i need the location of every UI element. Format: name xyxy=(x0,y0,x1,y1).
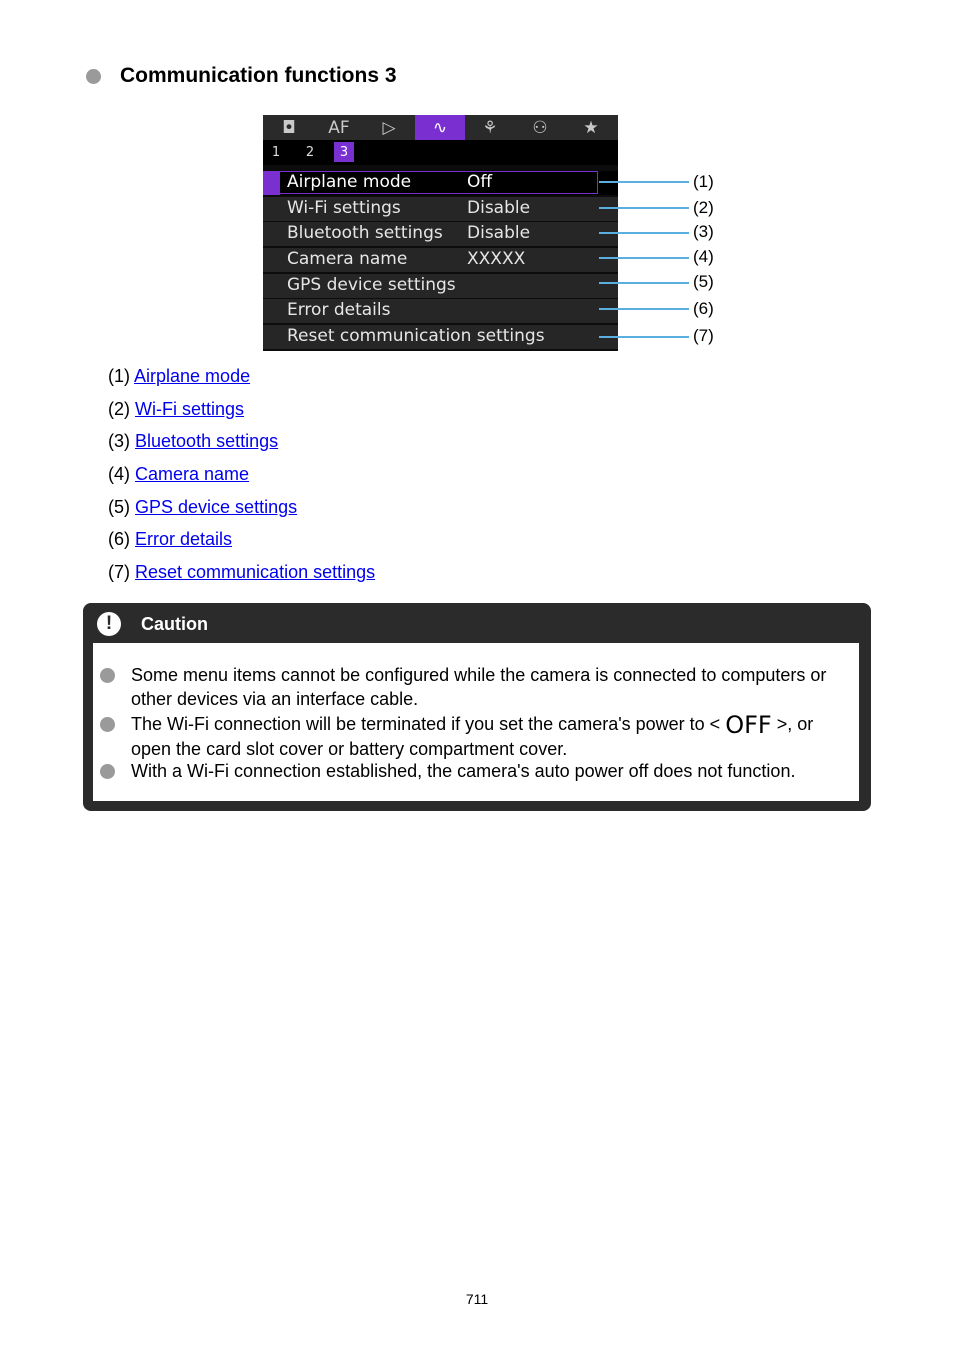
menu-row-value: XXXXX xyxy=(467,249,526,269)
list-item: (6) Error details xyxy=(108,529,233,550)
caution-header xyxy=(83,603,871,643)
menu-row-label: Wi-Fi settings xyxy=(287,198,401,218)
menu-row-label: Camera name xyxy=(287,249,408,269)
camera-menu-tabs xyxy=(263,115,618,140)
link-error-details[interactable]: Error details xyxy=(135,529,233,550)
list-item: (5) GPS device settings xyxy=(108,496,298,517)
af-icon: AF xyxy=(328,117,350,138)
menu-row-error-details xyxy=(263,299,618,323)
power-off-symbol: OFF xyxy=(725,711,772,739)
subtab-2: 2 xyxy=(305,144,315,160)
bullet-icon xyxy=(100,764,115,779)
callout-number: (1) xyxy=(693,172,714,191)
menu-row-gps-device-settings xyxy=(263,274,618,298)
leader-line xyxy=(599,207,689,209)
camera-menu-screenshot xyxy=(263,115,618,351)
wireless-icon: ∿ xyxy=(415,115,465,140)
wrench-icon: ⚘ xyxy=(482,117,498,138)
list-item: (4) Camera name xyxy=(108,464,250,485)
menu-row-label: Error details xyxy=(287,300,391,320)
callout-number: (3) xyxy=(693,222,714,241)
list-item: (3) Bluetooth settings xyxy=(108,431,279,452)
link-wifi-settings[interactable]: Wi-Fi settings xyxy=(135,398,245,419)
custom-icon: ⚇ xyxy=(532,117,548,138)
menu-row-value: Disable xyxy=(467,198,531,218)
leader-line xyxy=(599,181,689,183)
caution-box xyxy=(83,603,871,811)
section-title: Communication functions 3 xyxy=(120,64,397,87)
function-links-list xyxy=(108,365,375,594)
menu-row-label: GPS device settings xyxy=(287,275,456,295)
star-icon: ★ xyxy=(583,117,599,138)
subtab-3: 3 xyxy=(334,142,354,162)
bullet-icon xyxy=(86,69,101,84)
list-item: (2) Wi-Fi settings xyxy=(108,398,245,419)
menu-row-label: Reset communication settings xyxy=(287,326,545,346)
link-airplane-mode[interactable]: Airplane mode xyxy=(134,366,251,386)
leader-line xyxy=(599,282,689,284)
menu-row-label: Bluetooth settings xyxy=(287,223,443,243)
menu-row-bluetooth-settings xyxy=(263,222,618,246)
bullet-icon xyxy=(100,668,115,683)
warning-icon: ! xyxy=(97,612,121,636)
menu-row-reset-communication-settings xyxy=(263,325,618,349)
subtab-1: 1 xyxy=(271,144,281,160)
leader-line xyxy=(599,336,689,338)
leader-line xyxy=(599,232,689,234)
page-number: 711 xyxy=(465,1291,489,1307)
caution-title: Caution xyxy=(141,614,208,634)
camera-menu-subtabs xyxy=(263,140,618,165)
menu-row-value: Disable xyxy=(467,223,531,243)
link-gps-device-settings[interactable]: GPS device settings xyxy=(135,496,298,517)
callout-number: (5) xyxy=(693,272,714,291)
leader-line xyxy=(599,308,689,310)
link-reset-communication-settings[interactable]: Reset communication settings xyxy=(135,562,376,583)
callout-number: (4) xyxy=(693,247,714,266)
callout-number: (2) xyxy=(693,198,714,217)
section-heading xyxy=(86,64,397,88)
playback-icon: ▷ xyxy=(382,117,396,138)
camera-icon: ◘ xyxy=(282,117,296,138)
link-bluetooth-settings[interactable]: Bluetooth settings xyxy=(135,431,279,452)
leader-line xyxy=(599,257,689,259)
callout-number: (6) xyxy=(693,299,714,318)
menu-row-value: Off xyxy=(467,172,493,192)
caution-body: Some menu items cannot be configured while the camera is connected to computers or other devices via an interface cable. The Wi-Fi connection will be terminated if you set the camera's power to < OFF >, or open the card slot cover or battery compartment cover. With a Wi-Fi connection established, the camera's auto power off does not function. xyxy=(93,643,859,801)
list-item: (7) Reset communication settings xyxy=(108,562,376,583)
link-camera-name[interactable]: Camera name xyxy=(135,464,250,485)
bullet-icon xyxy=(100,717,115,732)
callout-number: (7) xyxy=(693,326,714,345)
menu-row-wifi-settings xyxy=(263,197,618,221)
menu-row-label: Airplane mode xyxy=(287,172,412,192)
menu-row-camera-name xyxy=(263,248,618,272)
list-item: (1) Airplane mode xyxy=(108,366,251,386)
menu-row-airplane-mode xyxy=(263,171,618,195)
